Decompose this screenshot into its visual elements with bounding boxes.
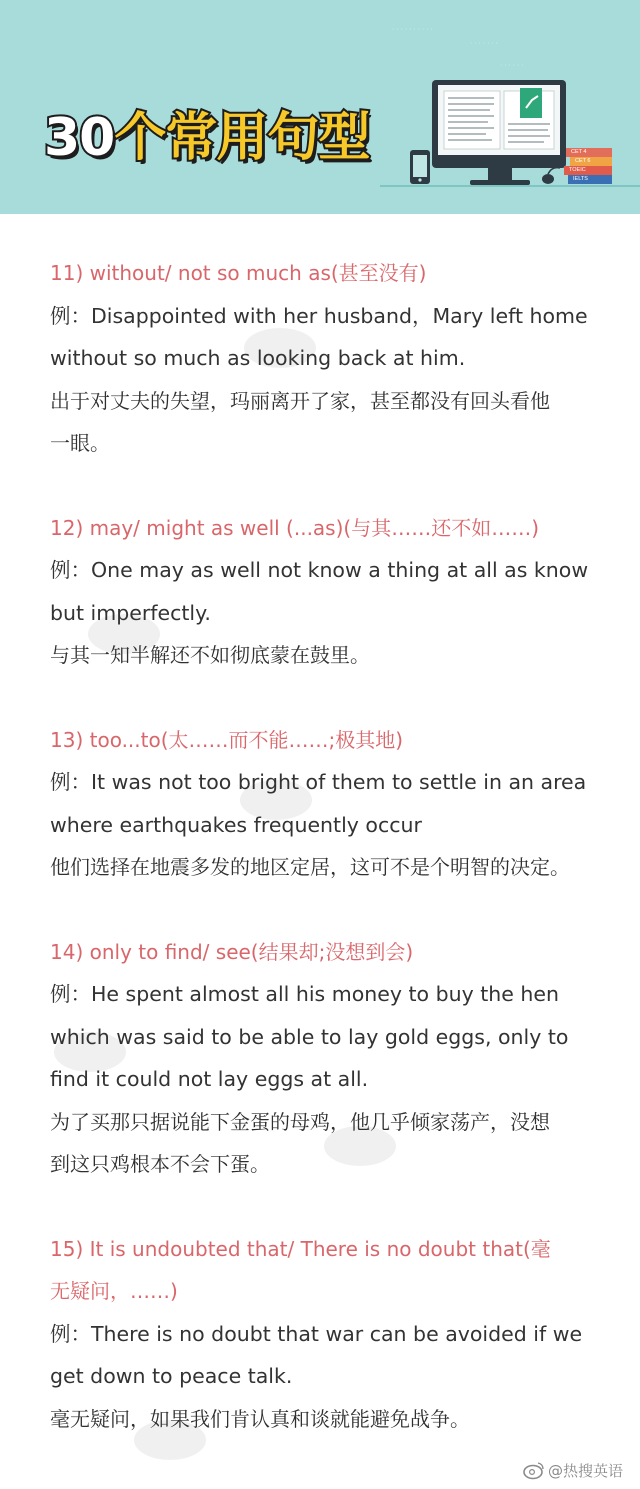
example-line: 例：It was not too bright of them to settle in an area — [50, 770, 587, 794]
example-line: without so much as looking back at him. — [50, 346, 466, 370]
book-label: CET 4 — [571, 149, 587, 155]
example-line: but imperfectly. — [50, 600, 211, 625]
translation-line: 他们选择在地震多发的地区定居，这可不是个明智的决定。 — [50, 855, 570, 879]
title-number: 30 — [44, 108, 115, 168]
banner-decor-text: · · · · · · · · · · — [392, 26, 433, 33]
translation-line: 毫无疑问，如果我们肯认真和谈就能避免战争。 — [50, 1406, 470, 1431]
weibo-icon — [522, 1460, 546, 1480]
entry-heading: 11) without/ not so much as(甚至没有) — [50, 261, 427, 285]
entry-heading: 15) It is undoubted that/ There is no doubt that(毫 — [50, 1236, 551, 1261]
example-line: find it could not lay eggs at all. — [50, 1067, 369, 1091]
sentence-list — [50, 252, 598, 1440]
entry-heading: 13) too...to(太……而不能……;极其地) — [50, 727, 404, 752]
list-item — [50, 931, 598, 1186]
computer-monitor-icon — [432, 80, 566, 185]
entry-heading: 12) may/ might as well (...as)(与其……还不如……) — [50, 515, 540, 540]
example-line: which was said to be able to lay gold eggs, only to — [50, 1024, 569, 1049]
phone-icon — [410, 150, 430, 184]
bookmark-icon — [520, 88, 542, 118]
example-line: get down to peace talk. — [50, 1364, 293, 1388]
example-line: 例：There is no doubt that war can be avoided if we — [50, 1321, 583, 1346]
banner-decor-text: · · · · · · — [500, 62, 524, 69]
banner-illustration — [0, 0, 640, 214]
translation-line: 与其一知半解还不如彻底蒙在鼓里。 — [50, 643, 370, 667]
book-label: IELTS — [573, 176, 588, 182]
entry-heading: 14) only to find/ see(结果却;没想到会) — [50, 939, 414, 964]
list-item — [50, 719, 598, 889]
translation-line: 到这只鸡根本不会下蛋。 — [50, 1152, 270, 1176]
translation-line: 一眼。 — [50, 431, 110, 455]
page-title — [44, 108, 369, 168]
example-line: 例：One may as well not know a thing at all as know — [50, 558, 589, 582]
title-text: 个常用句型 — [114, 108, 370, 168]
example-line: where earthquakes frequently occur — [50, 812, 422, 837]
book-label: CET 6 — [575, 158, 591, 164]
banner-decor-text: · · · · · · · — [470, 40, 498, 47]
translation-line: 为了买那只据说能下金蛋的母鸡，他几乎倾家荡产，没想 — [50, 1109, 550, 1134]
mouse-icon — [542, 168, 560, 184]
list-item — [50, 507, 598, 677]
footer-watermark: @热搜英语 — [548, 1462, 624, 1480]
list-item — [50, 1228, 598, 1441]
header-banner — [0, 0, 640, 214]
example-line: 例：He spent almost all his money to buy the hen — [50, 982, 560, 1006]
translation-line: 出于对丈夫的失望，玛丽离开了家，甚至都没有回头看他 — [50, 388, 550, 413]
list-item — [50, 252, 598, 465]
example-line: 例：Disappointed with her husband，Mary left home — [50, 303, 588, 328]
book-label: TOEIC — [569, 167, 586, 173]
entry-heading: 无疑问，……) — [50, 1279, 178, 1303]
